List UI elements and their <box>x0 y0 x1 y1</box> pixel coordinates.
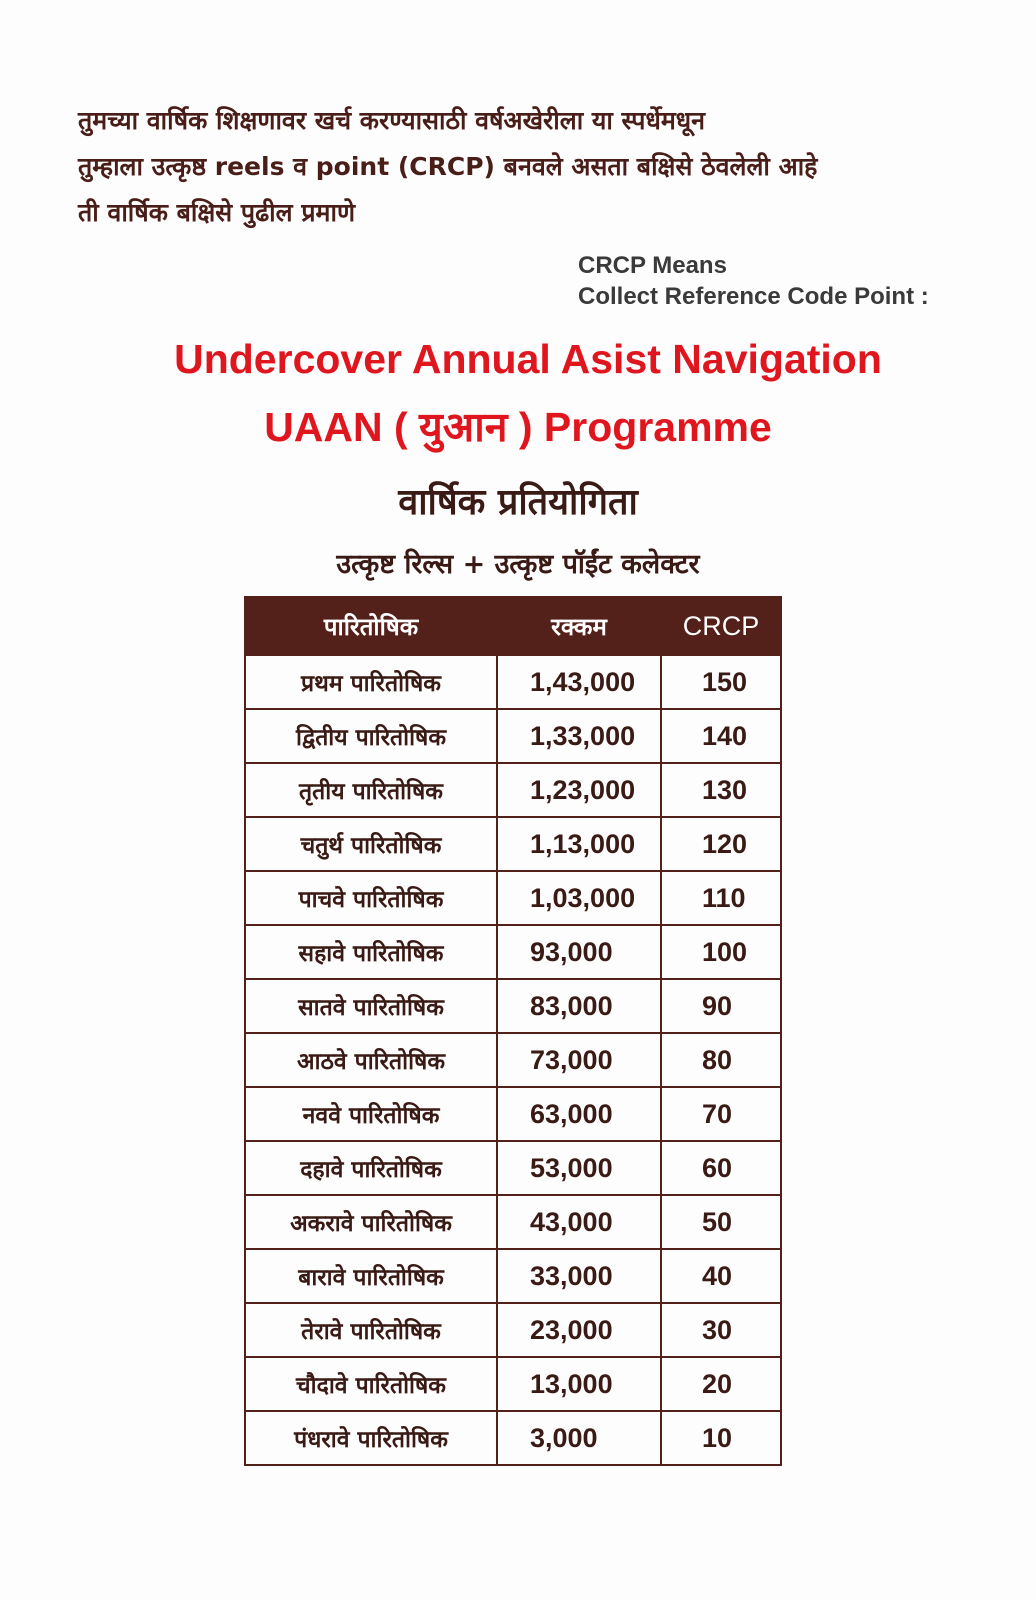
prize-crcp: 90 <box>661 979 781 1033</box>
table-row <box>245 925 781 979</box>
prize-name: बारावे पारितोषिक <box>245 1249 497 1303</box>
prize-amount: 1,03,000 <box>497 871 661 925</box>
competition-subheading: उत्कृष्ट रिल्स + उत्कृष्ट पॉईंट कलेक्टर <box>336 549 700 580</box>
header-crcp: CRCP <box>661 597 781 655</box>
table-row <box>245 1141 781 1195</box>
prize-name: प्रथम पारितोषिक <box>245 655 497 709</box>
prize-crcp: 40 <box>661 1249 781 1303</box>
prize-amount: 1,33,000 <box>497 709 661 763</box>
table-row <box>245 763 781 817</box>
table-row <box>245 979 781 1033</box>
prize-table <box>244 596 782 1466</box>
prize-name: तृतीय पारितोषिक <box>245 763 497 817</box>
table-row <box>245 1411 781 1465</box>
prize-name: सहावे पारितोषिक <box>245 925 497 979</box>
prize-amount: 93,000 <box>497 925 661 979</box>
prize-amount: 13,000 <box>497 1357 661 1411</box>
header-amount: रक्कम <box>497 597 661 655</box>
competition-heading: वार्षिक प्रतियोगिता <box>398 482 638 523</box>
prize-crcp: 100 <box>661 925 781 979</box>
table-row <box>245 655 781 709</box>
prize-name: नववे पारितोषिक <box>245 1087 497 1141</box>
prize-amount: 83,000 <box>497 979 661 1033</box>
prize-amount: 3,000 <box>497 1411 661 1465</box>
prize-amount: 23,000 <box>497 1303 661 1357</box>
program-title-line-2: UAAN ( युआन ) Programme <box>264 404 772 450</box>
prize-amount: 1,23,000 <box>497 763 661 817</box>
prize-amount: 1,43,000 <box>497 655 661 709</box>
prize-crcp: 140 <box>661 709 781 763</box>
prize-crcp: 110 <box>661 871 781 925</box>
table-row <box>245 1249 781 1303</box>
prize-amount: 63,000 <box>497 1087 661 1141</box>
program-title-line-1: Undercover Annual Asist Navigation <box>174 336 882 382</box>
crcp-definition-line-2: Collect Reference Code Point : <box>578 283 929 310</box>
prize-name: अकरावे पारितोषिक <box>245 1195 497 1249</box>
prize-name: पाचवे पारितोषिक <box>245 871 497 925</box>
prize-name: चतुर्थ पारितोषिक <box>245 817 497 871</box>
table-row <box>245 1357 781 1411</box>
table-row <box>245 709 781 763</box>
prize-crcp: 80 <box>661 1033 781 1087</box>
prize-crcp: 70 <box>661 1087 781 1141</box>
prize-crcp: 30 <box>661 1303 781 1357</box>
prize-amount: 43,000 <box>497 1195 661 1249</box>
crcp-definition-line-1: CRCP Means <box>578 252 727 279</box>
header-prize: पारितोषिक <box>245 597 497 655</box>
prize-amount: 73,000 <box>497 1033 661 1087</box>
prize-crcp: 130 <box>661 763 781 817</box>
prize-crcp: 60 <box>661 1141 781 1195</box>
prize-crcp: 120 <box>661 817 781 871</box>
table-row <box>245 1087 781 1141</box>
intro-line-3: ती वार्षिक बक्षिसे पुढील प्रमाणे <box>78 198 356 227</box>
crcp-definition <box>578 250 929 312</box>
prize-table-body <box>245 655 781 1465</box>
prize-name: तेरावे पारितोषिक <box>245 1303 497 1357</box>
prize-name: आठवे पारितोषिक <box>245 1033 497 1087</box>
prize-crcp: 50 <box>661 1195 781 1249</box>
prize-name: दहावे पारितोषिक <box>245 1141 497 1195</box>
prize-crcp: 150 <box>661 655 781 709</box>
prize-crcp: 20 <box>661 1357 781 1411</box>
table-row <box>245 1195 781 1249</box>
intro-line-1: तुमच्या वार्षिक शिक्षणावर खर्च करण्यासाठी वर्षअखेरीला या स्पर्धेमधून <box>78 106 706 135</box>
table-row <box>245 1033 781 1087</box>
prize-table-header-row <box>245 597 781 655</box>
intro-line-2: तुम्हाला उत्कृष्ठ reels व point (CRCP) बनवले असता बक्षिसे ठेवलेली आहे <box>78 152 818 181</box>
prize-amount: 1,13,000 <box>497 817 661 871</box>
prize-name: चौदावे पारितोषिक <box>245 1357 497 1411</box>
intro-paragraph <box>78 98 958 236</box>
prize-name: पंधरावे पारितोषिक <box>245 1411 497 1465</box>
table-row <box>245 871 781 925</box>
prize-amount: 33,000 <box>497 1249 661 1303</box>
prize-amount: 53,000 <box>497 1141 661 1195</box>
table-row <box>245 1303 781 1357</box>
prize-crcp: 10 <box>661 1411 781 1465</box>
prize-name: द्वितीय पारितोषिक <box>245 709 497 763</box>
prize-name: सातवे पारितोषिक <box>245 979 497 1033</box>
table-row <box>245 817 781 871</box>
